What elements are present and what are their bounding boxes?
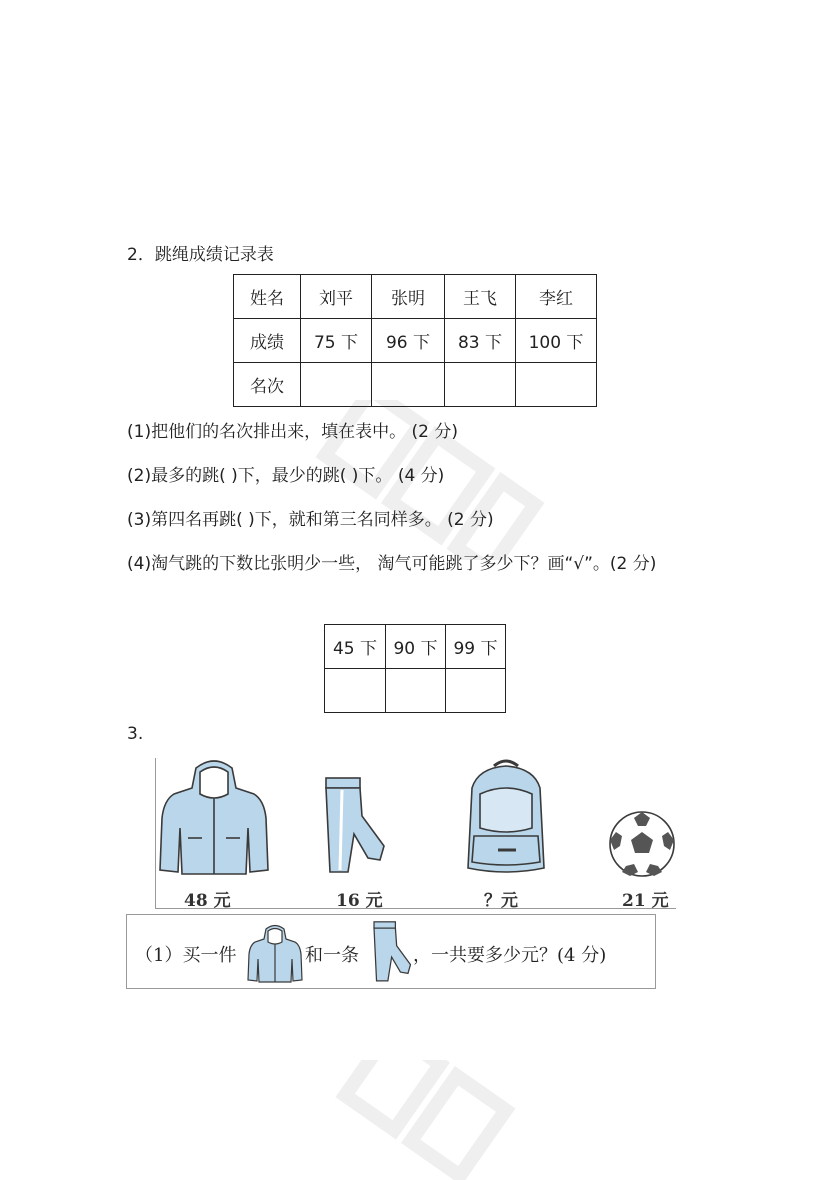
question-2: (2)最多的跳( )下，最少的跳( )下。 (4 分) xyxy=(127,466,445,486)
table-cell: 李红 xyxy=(516,275,597,319)
question-3: (3)第四名再跳( )下，就和第三名同样多。 (2 分) xyxy=(127,510,494,530)
watermark-mark xyxy=(320,1060,580,1180)
pants-illustration xyxy=(318,776,388,876)
jacket-icon xyxy=(247,921,303,987)
price-label: 48 元 xyxy=(184,891,231,911)
backpack-illustration xyxy=(458,758,554,878)
rank-input-cell[interactable] xyxy=(301,363,372,407)
table-cell: 75 下 xyxy=(301,319,372,363)
price-label: 16 元 xyxy=(336,891,383,911)
table-cell: 100 下 xyxy=(516,319,597,363)
question-4: (4)淘气跳的下数比张明少一些， 淘气可能跳了多少下？画“√”。(2 分) xyxy=(127,554,657,574)
question-text-part: 和一条 xyxy=(305,945,359,966)
rank-input-cell[interactable] xyxy=(372,363,445,407)
rank-input-cell[interactable] xyxy=(516,363,597,407)
table-cell: 96 下 xyxy=(372,319,445,363)
question-text-part: （1）买一件 xyxy=(135,945,237,966)
soccer-ball-illustration xyxy=(608,810,676,878)
rank-input-cell[interactable] xyxy=(445,363,516,407)
section-3-label: 3. xyxy=(127,724,144,744)
table-cell: 刘平 xyxy=(301,275,372,319)
pants-icon xyxy=(369,919,413,985)
choice-answer-cell[interactable] xyxy=(446,669,506,713)
choice-option: 99 下 xyxy=(446,625,506,669)
choice-answer-cell[interactable] xyxy=(386,669,446,713)
price-label: ？元 xyxy=(484,891,518,911)
jacket-illustration xyxy=(158,758,270,878)
table-cell: 王飞 xyxy=(445,275,516,319)
table-cell: 83 下 xyxy=(445,319,516,363)
question-box xyxy=(126,914,656,989)
product-picture-panel xyxy=(155,758,676,909)
choice-table xyxy=(324,624,506,713)
choice-answer-cell[interactable] xyxy=(325,669,386,713)
table-cell: 张明 xyxy=(372,275,445,319)
table-cell: 姓名 xyxy=(234,275,301,319)
price-label: 21 元 xyxy=(622,891,669,911)
table-cell: 名次 xyxy=(234,363,301,407)
table-cell: 成绩 xyxy=(234,319,301,363)
choice-option: 45 下 xyxy=(325,625,386,669)
question-1: (1)把他们的名次排出来，填在表中。 (2 分) xyxy=(127,422,458,442)
score-table xyxy=(233,274,597,407)
section-2-title: 2．跳绳成绩记录表 xyxy=(127,245,274,265)
question-text-part: ，一共要多少元？(4 分) xyxy=(413,945,607,966)
choice-option: 90 下 xyxy=(386,625,446,669)
